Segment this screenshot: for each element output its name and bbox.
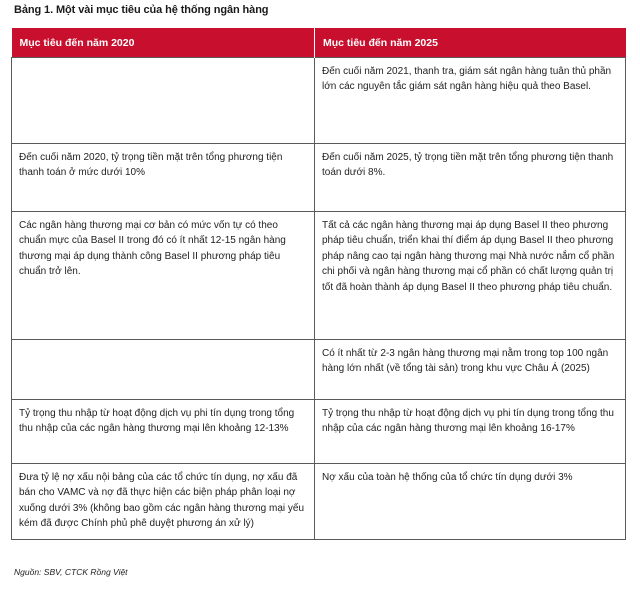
cell-2025: Nợ xấu của toàn hệ thống của tổ chức tín dụng dưới 3%: [315, 464, 626, 540]
cell-2025: Có ít nhất từ 2-3 ngân hàng thương mại nằm trong top 100 ngân hàng lớn nhất (về tổng tài sản) trong khu vực Châu Á (2025): [315, 340, 626, 400]
cell-2020: Các ngân hàng thương mại cơ bản có mức vốn tự có theo chuẩn mực của Basel II trong đó có ít nhất 12-15 ngân hàng thương mại áp dụng thành công Basel II phương pháp tiêu chuẩn trở lên.: [12, 212, 315, 340]
cell-2020: Đến cuối năm 2020, tỷ trọng tiền mặt trên tổng phương tiện thanh toán ở mức dưới 10%: [12, 144, 315, 212]
cell-2020: Đưa tỷ lệ nợ xấu nội bảng của các tổ chức tín dụng, nợ xấu đã bán cho VAMC và nợ đã thực hiện các biện pháp phân loại nợ xuống dưới 3% (không bao gồm các ngân hàng thương mại yếu kém đã được Chính phủ phê duyệt phương án xử lý): [12, 464, 315, 540]
table-row: [12, 464, 626, 540]
column-header-2020: Mục tiêu đến năm 2020: [12, 28, 315, 58]
cell-2020: Tỷ trọng thu nhập từ hoạt động dịch vụ phi tín dụng trong tổng thu nhập của các ngân hàng thương mại lên khoảng 12-13%: [12, 400, 315, 464]
cell-2025: Đến cuối năm 2025, tỷ trọng tiền mặt trên tổng phương tiện thanh toán dưới 8%.: [315, 144, 626, 212]
table-row: [12, 58, 626, 144]
cell-2025: Đến cuối năm 2021, thanh tra, giám sát ngân hàng tuân thủ phần lớn các nguyên tắc giám sát ngân hàng hiệu quả theo Basel.: [315, 58, 626, 144]
table-header-row: [12, 28, 626, 58]
table-row: [12, 400, 626, 464]
goals-table: [11, 28, 626, 540]
source-note: Nguồn: SBV, CTCK Rồng Việt: [14, 567, 128, 577]
table-title: Bảng 1. Một vài mục tiêu của hệ thống ngân hàng: [14, 4, 269, 16]
table-row: [12, 340, 626, 400]
cell-2020: [12, 58, 315, 144]
column-header-2025: Mục tiêu đến năm 2025: [315, 28, 626, 58]
table-row: [12, 144, 626, 212]
cell-2025: Tỷ trọng thu nhập từ hoạt động dịch vụ phi tín dụng trong tổng thu nhập của các ngân hàng thương mại lên khoảng 16-17%: [315, 400, 626, 464]
cell-2025: Tất cả các ngân hàng thương mại áp dụng Basel II theo phương pháp tiêu chuẩn, triển khai thí điểm áp dụng Basel II theo phương pháp nâng cao tại ngân hàng thương mại Nhà nước nắm cổ phần chi phối và ngân hàng thương mại cổ phần có chất lượng quản trị tốt đã hoàn thành áp dụng Basel II theo phương pháp tiêu chuẩn.: [315, 212, 626, 340]
table-row: [12, 212, 626, 340]
cell-2020: [12, 340, 315, 400]
